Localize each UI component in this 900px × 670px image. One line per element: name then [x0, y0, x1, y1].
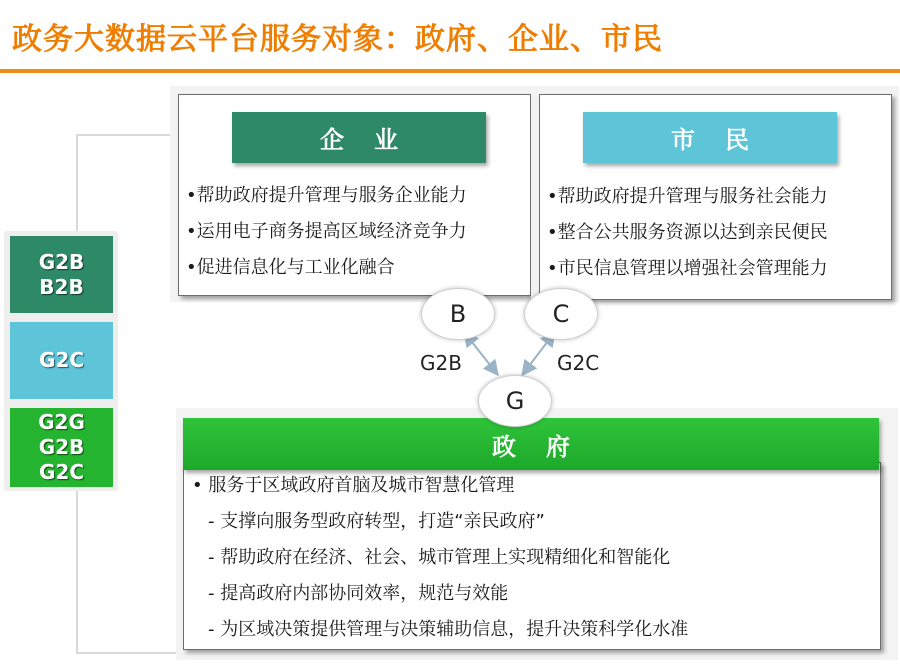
side-tag-line: G2C	[38, 348, 84, 372]
connector-bottom	[76, 652, 180, 654]
bullet-item: • 促进信息化与工业化融合	[186, 250, 467, 286]
bullet-item: • 帮助政府提升管理与服务社会能力	[547, 179, 828, 215]
citizen-header-label: 市民	[671, 126, 779, 154]
title-underline	[0, 69, 900, 73]
government-main-item: • 服务于区域政府首脑及城市智慧化管理	[192, 468, 688, 504]
government-sub-item: - 帮助政府在经济、社会、城市管理上实现精细化和智能化	[192, 540, 688, 576]
node-c: C	[524, 288, 598, 340]
edge-label-g2c: G2C	[557, 351, 600, 375]
government-header-label: 政府	[492, 432, 600, 461]
enterprise-header	[232, 112, 486, 163]
citizen-bullets	[547, 179, 828, 287]
enterprise-header-label: 企业	[320, 126, 428, 154]
arrow-b-g	[468, 337, 494, 370]
bullet-item: • 运用电子商务提高区域经济竞争力	[186, 214, 467, 250]
government-sub-item: - 提高政府内部协同效率，规范与效能	[192, 576, 688, 612]
connector-top	[76, 134, 180, 136]
bullet-item: • 市民信息管理以增强社会管理能力	[547, 251, 828, 287]
bullet-item: • 整合公共服务资源以达到亲民便民	[547, 215, 828, 251]
government-header	[183, 418, 879, 470]
side-tag-line: B2B	[39, 274, 84, 299]
side-tag-government	[10, 408, 113, 487]
enterprise-bullets	[186, 178, 467, 286]
government-sub-item: - 支撑向服务型政府转型，打造“亲民政府”	[192, 504, 688, 540]
government-sub-item: - 为区域决策提供管理与决策辅助信息，提升决策科学化水准	[192, 612, 688, 648]
citizen-header	[583, 112, 837, 163]
side-tag-citizen	[10, 322, 113, 399]
arrow-c-g	[526, 337, 551, 370]
government-list	[192, 468, 688, 648]
bullet-item: • 帮助政府提升管理与服务企业能力	[186, 178, 467, 214]
page-title: 政务大数据云平台服务对象：政府、企业、市民	[12, 22, 663, 57]
side-tag-enterprise	[10, 236, 113, 313]
edge-label-g2b: G2B	[420, 351, 462, 375]
side-tag-line: G2G	[38, 410, 85, 434]
node-g: G	[478, 375, 552, 427]
side-tag-line: G2B	[38, 249, 85, 274]
side-tag-line: G2C	[38, 460, 84, 484]
side-tag-line: G2B	[38, 435, 85, 459]
node-b: B	[421, 288, 495, 340]
